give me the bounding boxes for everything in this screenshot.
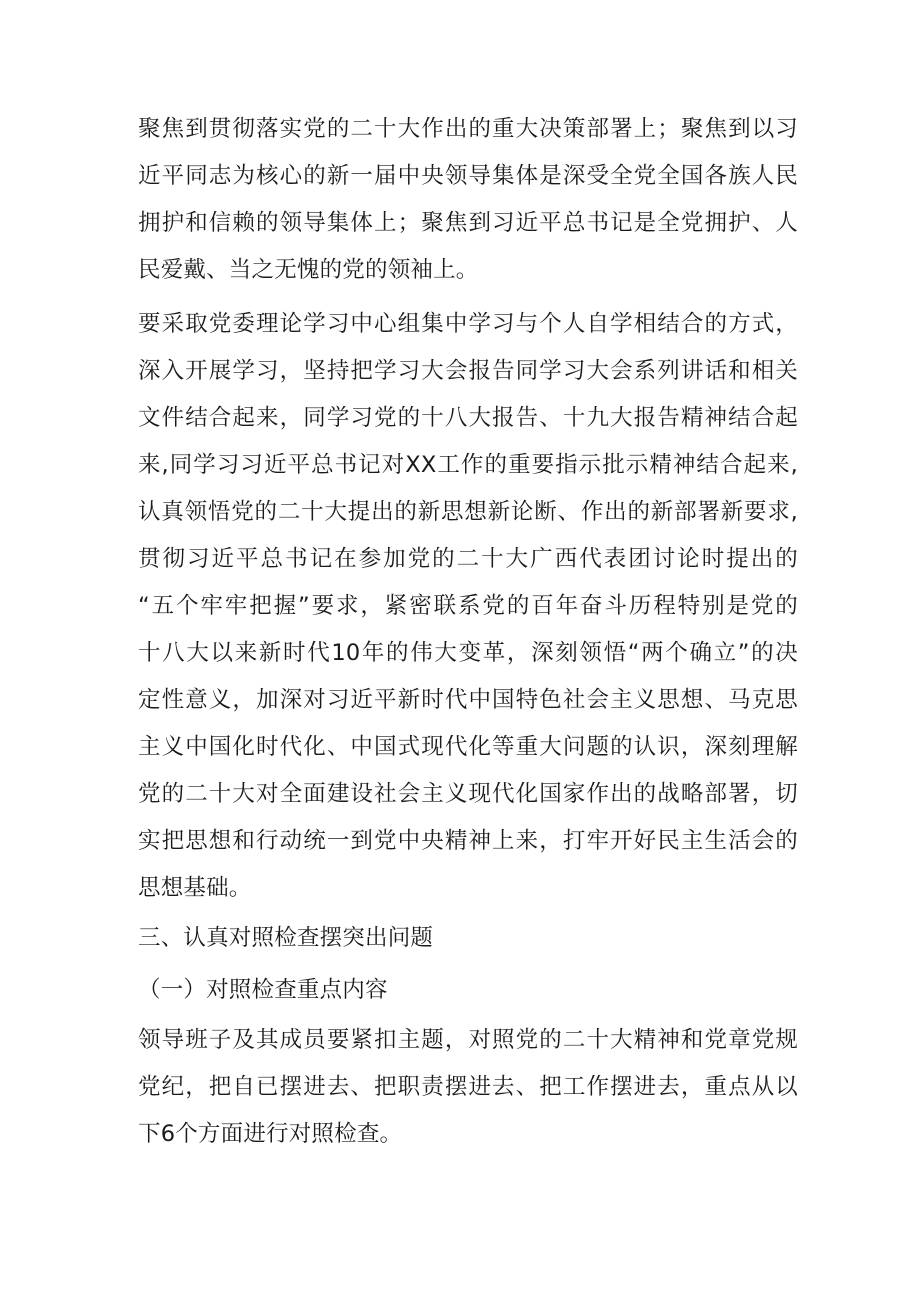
paragraph-line: 文件结合起来，同学习党的十八大报告、十九大报告精神结合起 [138,405,798,431]
paragraph-line: 下6个方面进行对照检查。 [138,1121,403,1147]
paragraph-line: 拥护和信赖的领导集体上；聚焦到习近平总书记是全党拥护、人 [138,210,798,236]
paragraph-line: 认真领悟党的二十大提出的新思想新论断、作出的新部署新要求, [138,499,798,525]
paragraph-line: 定性意义，加深对习近平新时代中国特色社会主义思想、马克思 [138,687,798,713]
paragraph-line: 主义中国化时代化、中国式现代化等重大问题的认识，深刻理解 [138,734,798,760]
paragraph-line: 实把思想和行动统一到党中央精神上来，打牢开好民主生活会的 [138,828,798,854]
paragraph-line: 深入开展学习，坚持把学习大会报告同学习大会系列讲话和相关 [138,358,798,384]
paragraph-line: 十八大以来新时代10年的伟大变革，深刻领悟“两个确立”的决 [138,640,798,666]
paragraph-line: 近平同志为核心的新一届中央领导集体是深受全党全国各族人民 [138,163,798,189]
paragraph-line: 党的二十大对全面建设社会主义现代化国家作出的战略部署，切 [138,781,798,807]
subsection-heading: （一）对照检查重点内容 [138,977,388,1003]
paragraph-line: 要采取党委理论学习中心组集中学习与个人自学相结合的方式， [138,311,798,337]
paragraph-line: 聚焦到贯彻落实党的二十大作出的重大决策部署上；聚焦到以习 [138,116,798,142]
paragraph-line: 党纪，把自已摆进去、把职责摆进去、把工作摆进去，重点从以 [138,1074,798,1100]
paragraph-line: 民爱戴、当之无愧的党的领袖上。 [138,257,479,283]
paragraph-line: 思想基础。 [138,875,252,901]
paragraph-line: 领导班子及其成员要紧扣主题，对照党的二十大精神和党章党规 [138,1027,798,1053]
paragraph-line: 来,同学习习近平总书记对XX工作的重要指示批示精神结合起来, [138,452,798,478]
paragraph-line: 贯彻习近平总书记在参加党的二十大广西代表团讨论时提出的 [138,546,798,572]
section-heading: 三、认真对照检查摆突出问题 [138,925,434,951]
paragraph-line: “五个牢牢把握”要求，紧密联系党的百年奋斗历程特别是党的 [138,593,798,619]
